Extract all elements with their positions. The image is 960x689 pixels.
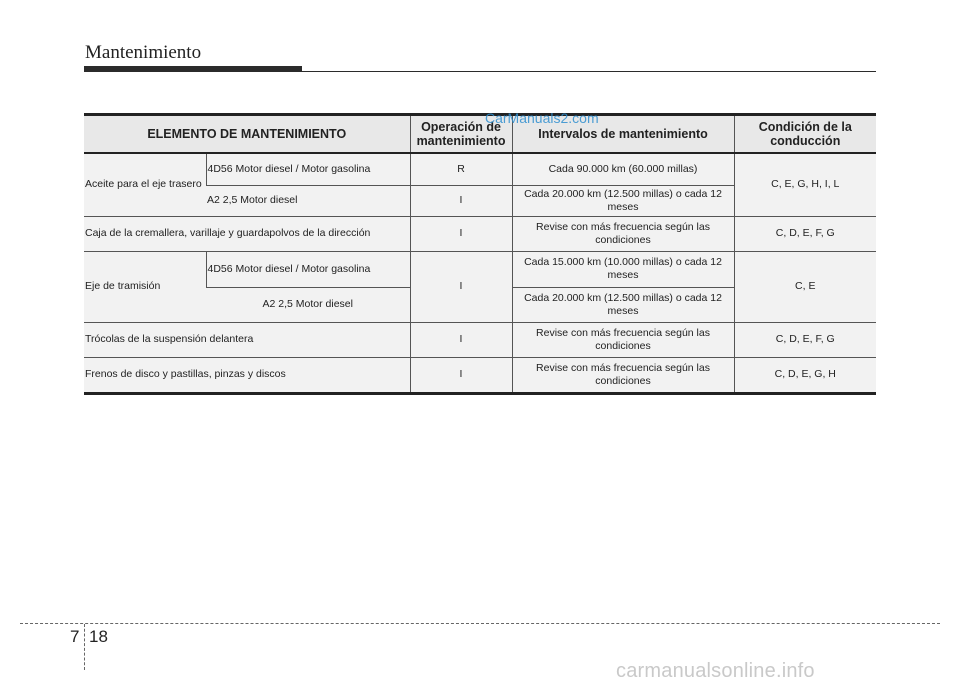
header-interval: Intervalos de mantenimiento [512, 115, 734, 154]
footer-divider [84, 624, 85, 670]
item-cell: Aceite para el eje trasero [84, 153, 206, 216]
condition-cell: C, E [734, 251, 876, 322]
item-cell: Caja de la cremallera, varillaje y guardapolvos de la dirección [84, 216, 410, 251]
maintenance-table-container [84, 113, 876, 395]
header-item: ELEMENTO DE MANTENIMIENTO [84, 115, 410, 154]
engine-cell: A2 2,5 Motor diesel [206, 185, 410, 216]
condition-cell: C, E, G, H, I, L [734, 153, 876, 216]
operation-cell: I [410, 216, 512, 251]
interval-cell: Revise con más frecuencia según las condiciones [512, 357, 734, 393]
engine-cell: 4D56 Motor diesel / Motor gasolina [206, 153, 410, 185]
interval-cell: Cada 20.000 km (12.500 millas) o cada 12 meses [512, 287, 734, 322]
condition-cell: C, D, E, F, G [734, 322, 876, 357]
interval-cell: Cada 90.000 km (60.000 millas) [512, 153, 734, 185]
title-rule [302, 71, 876, 72]
engine-cell: 4D56 Motor diesel / Motor gasolina [206, 251, 410, 287]
operation-cell: I [410, 357, 512, 393]
table-row [84, 251, 876, 287]
item-cell: Trócolas de la suspensión delantera [84, 322, 410, 357]
condition-cell: C, D, E, G, H [734, 357, 876, 393]
footer-rule [20, 623, 940, 624]
title-bar [84, 66, 302, 72]
table-row [84, 153, 876, 185]
item-cell: Frenos de disco y pastillas, pinzas y discos [84, 357, 410, 393]
header-operation: Operación de mantenimiento [410, 115, 512, 154]
condition-cell: C, D, E, F, G [734, 216, 876, 251]
page-number: 18 [89, 627, 108, 646]
table-row [84, 216, 876, 251]
interval-cell: Revise con más frecuencia según las condiciones [512, 216, 734, 251]
operation-cell: I [410, 251, 512, 322]
section-title: Mantenimiento [85, 42, 202, 63]
table-header-row [84, 115, 876, 154]
interval-cell: Cada 15.000 km (10.000 millas) o cada 12 meses [512, 251, 734, 287]
operation-cell: I [410, 322, 512, 357]
engine-cell: A2 2,5 Motor diesel [206, 287, 410, 322]
header-condition: Condición de la conducción [734, 115, 876, 154]
interval-cell: Revise con más frecuencia según las condiciones [512, 322, 734, 357]
section-number: 7 [70, 627, 80, 646]
table-row [84, 357, 876, 393]
operation-cell: R [410, 153, 512, 185]
table-row [84, 322, 876, 357]
item-cell: Eje de tramisión [84, 251, 206, 322]
interval-cell: Cada 20.000 km (12.500 millas) o cada 12 meses [512, 185, 734, 216]
watermark-bottom: carmanualsonline.info [616, 660, 815, 682]
operation-cell: I [410, 185, 512, 216]
watermark-top: CarManuals2.com [485, 110, 599, 126]
maintenance-table [84, 113, 876, 395]
